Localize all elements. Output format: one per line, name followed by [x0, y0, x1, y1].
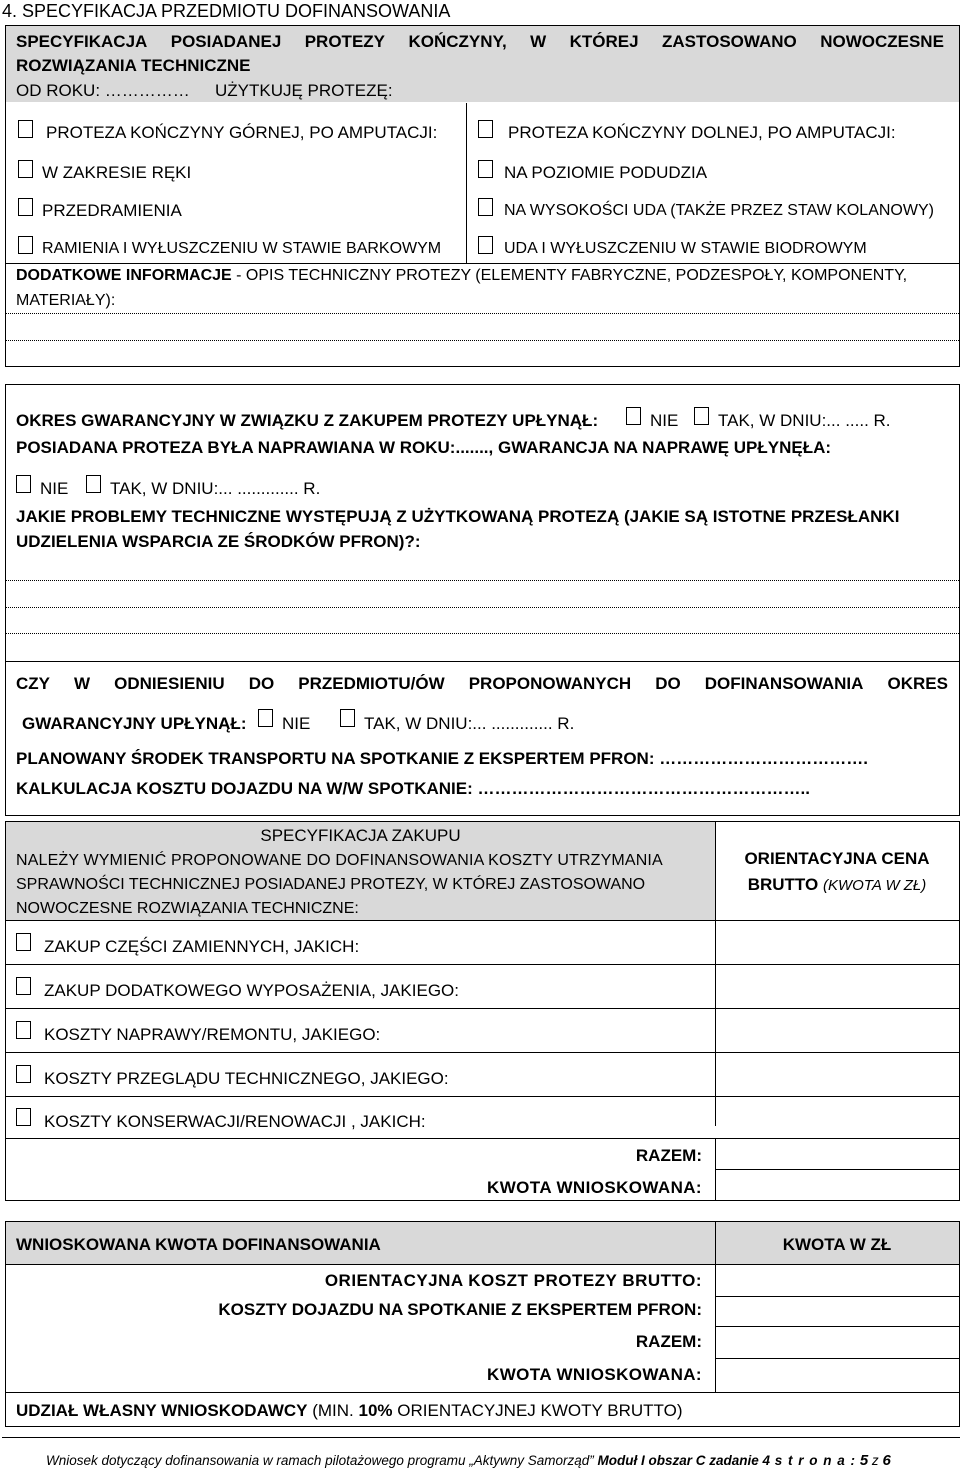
repair-tak-label: [110, 478, 320, 499]
summary-footer-line: [6, 1392, 959, 1393]
footer: [46, 1452, 891, 1470]
purchase-desc-1: [16, 851, 702, 871]
question-word: ODNIESIENIU: [114, 674, 225, 693]
upper-option-arm: RAMIENIA I WYŁUSZCZENIU W STAWIE BARKOWYM: [42, 240, 442, 257]
summary-prosthesis-cost: ORIENTACYJNA KOSZT PROTEZY BRUTTO:: [324, 1271, 702, 1290]
problems-question-2: UDZIELENIA WSPARCIA ZE ŚRODKÓW PFRON)?:: [16, 532, 421, 551]
second-question: [16, 673, 948, 694]
summary-requested: KWOTA WNIOSKOWANA:: [487, 1365, 702, 1384]
question-word: DO: [248, 674, 275, 693]
purchase-header-line: [6, 920, 959, 921]
spec-heading-word: NOWOCZESNE: [820, 32, 944, 51]
purchase-item-checkbox[interactable]: [16, 1108, 31, 1126]
purchase-item-inspection: KOSZTY PRZEGLĄDU TECHNICZNEGO, JAKIEGO:: [44, 1069, 449, 1088]
problems-line[interactable]: [6, 633, 959, 634]
repair-line: [16, 437, 831, 458]
second-tak-text: TAK, W DNIU:...: [364, 714, 492, 733]
warranty-tak-checkbox[interactable]: [694, 407, 709, 425]
own-contribution-rest: ORIENTACYJNEJ KWOTY BRUTTO): [392, 1401, 683, 1420]
purchase-item-checkbox[interactable]: [16, 933, 31, 951]
footer-of: z: [871, 1453, 879, 1468]
upper-option-hand: W ZAKRESIE RĘKI: [42, 163, 192, 182]
second-question-2: GWARANCYJNY UPŁYNĄŁ:: [22, 714, 247, 733]
purchase-row-line: [6, 1138, 959, 1139]
warranty-tak-text: TAK, W DNIU:...: [718, 411, 846, 430]
question-word: W: [74, 674, 91, 693]
lower-limb-title: PROTEZA KOŃCZYNY DOLNEJ, PO AMPUTACJI:: [508, 123, 896, 142]
option-checkbox[interactable]: [478, 236, 493, 254]
purchase-item-checkbox[interactable]: [16, 1065, 31, 1083]
purchase-item-equipment: ZAKUP DODATKOWEGO WYPOSAŻENIA, JAKIEGO:: [44, 981, 459, 1000]
od-roku-field[interactable]: OD ROKU: ……………: [16, 81, 190, 100]
summary-row-line: [715, 1296, 959, 1297]
purchase-item-parts: ZAKUP CZĘŚCI ZAMIENNYCH, JAKICH:: [44, 937, 360, 956]
problems-line[interactable]: [6, 580, 959, 581]
question-word: PRZEDMIOTU/ÓW: [298, 674, 445, 693]
own-contribution: [16, 1400, 683, 1421]
own-contribution-label: UDZIAŁ WŁASNY WNIOSKODAWCY: [16, 1401, 308, 1420]
option-checkbox[interactable]: [478, 160, 493, 178]
warranty-expired-label: OKRES GWARANCYJNY W ZWIĄZKU Z ZAKUPEM PROTEZY UPŁYNĄŁ:: [16, 411, 599, 430]
section-title: 4. SPECYFIKACJA PRZEDMIOTU DOFINANSOWANIA: [2, 1, 451, 21]
option-checkbox[interactable]: [18, 160, 33, 178]
extra-info-line[interactable]: [6, 340, 959, 341]
spec-separator: [6, 263, 959, 264]
purchase-row-line: [6, 964, 959, 965]
summary-row-line: [715, 1326, 959, 1327]
lower-option-hip: UDA I WYŁUSZCZENIU W STAWIE BIODROWYM: [504, 240, 867, 257]
repair-year-text: POSIADANA PROTEZA BYŁA NAPRAWIANA W ROKU:...: [16, 438, 470, 457]
summary-col-title: KWOTA W ZŁ: [782, 1235, 892, 1254]
upper-limb-title: PROTEZA KOŃCZYNY GÓRNEJ, PO AMPUTACJI:: [46, 123, 438, 142]
warranty-nie-label: NIE: [650, 411, 679, 430]
transport-line[interactable]: PLANOWANY ŚRODEK TRANSPORTU NA SPOTKANIE Z EKSPERTEM PFRON: ……………………………….: [16, 749, 868, 768]
purchase-item-maintenance: KOSZTY KONSERWACJI/RENOWACJI , JAKICH:: [44, 1112, 426, 1131]
repair-nie-checkbox[interactable]: [16, 475, 31, 493]
purchase-item-checkbox[interactable]: [16, 1021, 31, 1039]
purchase-requested-label: KWOTA WNIOSKOWANA:: [487, 1178, 702, 1197]
question-word: CZY: [16, 674, 50, 693]
footer-rule: [2, 1437, 960, 1438]
repair-tak-suffix: ............. R.: [237, 479, 321, 498]
spec-heading-word: POSIADANEJ: [170, 32, 282, 51]
lower-option-shin: NA POZIOMIE PODUDZIA: [504, 163, 708, 182]
price-col-unit: (KWOTA W ZŁ): [822, 877, 927, 894]
option-checkbox[interactable]: [478, 198, 493, 216]
purchase-desc-text: NALEŻY WYMIENIĆ PROPONOWANE DO DOFINANSOWANIA KOSZTY UTRZYMANIA: [16, 852, 663, 869]
second-nie-label: NIE: [282, 714, 311, 733]
price-col-title: ORIENTACYJNA CENA: [744, 849, 930, 868]
summary-row-line: [715, 1358, 959, 1359]
purchase-row-line: [6, 1008, 959, 1009]
purchase-total-label: RAZEM:: [635, 1146, 702, 1165]
purchase-desc-2: SPRAWNOŚCI TECHNICZNEJ POSIADANEJ PROTEZY, W KTÓREJ ZASTOSOWANO: [16, 876, 646, 893]
upper-limb-checkbox[interactable]: [18, 120, 33, 138]
extra-info-bold: DODATKOWE INFORMACJE: [16, 267, 232, 284]
extra-info-line[interactable]: [6, 313, 959, 314]
own-contribution-min: (MIN.: [307, 1401, 359, 1420]
purchase-row-line: [6, 1052, 959, 1053]
spec-heading-line1: [16, 31, 944, 52]
question-word: DOFINANSOWANIA: [704, 674, 864, 693]
question-word: PROPONOWANYCH: [468, 674, 632, 693]
spec-heading-word: PROTEZY: [304, 32, 386, 51]
problems-question: JAKIE PROBLEMY TECHNICZNE WYSTĘPUJĄ Z UŻYTKOWANĄ PROTEZĄ (JAKIE SĄ ISTOTNE PRZESŁANKI: [16, 507, 900, 526]
extra-info-text: - OPIS TECHNICZNY PROTEZY (ELEMENTY FABRYCZNE, PODZESPOŁY, KOMPONENTY,: [231, 267, 908, 284]
purchase-item-checkbox[interactable]: [16, 977, 31, 995]
question-word: OKRES: [887, 674, 948, 693]
repair-tak-checkbox[interactable]: [86, 475, 101, 493]
purchase-row-line: [6, 1096, 959, 1097]
warranty-separator: [6, 661, 959, 662]
footer-page-total: 6: [882, 1452, 891, 1469]
warranty-nie-checkbox[interactable]: [626, 407, 641, 425]
second-tak-checkbox[interactable]: [340, 709, 355, 727]
lower-limb-checkbox[interactable]: [478, 120, 493, 138]
repair-tak-text: TAK, W DNIU:...: [110, 479, 238, 498]
spec-heading-word: W: [530, 32, 547, 51]
warranty-tak-suffix: ..... R.: [845, 411, 891, 430]
lower-option-thigh: NA WYSOKOŚCI UDA (TAKŻE PRZEZ STAW KOLANOWY): [504, 202, 934, 219]
price-col-brutto: BRUTTO: [747, 875, 819, 894]
summary-travel-cost: KOSZTY DOJAZDU NA SPOTKANIE Z EKSPERTEM PFRON:: [218, 1300, 702, 1319]
second-tak-suffix: ............. R.: [491, 714, 575, 733]
upper-option-forearm: PRZEDRAMIENIA: [42, 201, 182, 220]
footer-page-label: s t r o n a :: [770, 1453, 857, 1468]
summary-title: WNIOSKOWANA KWOTA DOFINANSOWANIA: [16, 1235, 381, 1254]
problems-line[interactable]: [6, 607, 959, 608]
summary-header-line: [6, 1264, 959, 1265]
price-col-subtitle: [715, 874, 959, 896]
purchase-title: SPECYFIKACJA ZAKUPU: [260, 826, 461, 845]
spec-heading-word: ZASTOSOWANO: [662, 32, 797, 51]
purchase-item-repair: KOSZTY NAPRAWY/REMONTU, JAKIEGO:: [44, 1025, 381, 1044]
extra-info-label: [16, 266, 907, 286]
extra-info-text2: MATERIAŁY):: [16, 292, 116, 309]
summary-total: RAZEM:: [635, 1332, 702, 1351]
uzytkuje-label: UŻYTKUJĘ PROTEZĘ:: [215, 81, 393, 100]
footer-module: Moduł I obszar C zadanie 4: [593, 1453, 771, 1468]
spec-heading-word: KTÓREJ: [569, 32, 639, 51]
warranty-tak-label: [718, 410, 891, 431]
footer-text: Wniosek dotyczący dofinansowania w ramach pilotażowego programu „Aktywny Samorząd”: [46, 1453, 594, 1468]
second-nie-checkbox[interactable]: [258, 709, 273, 727]
purchase-desc-3: NOWOCZESNE ROZWIĄZANIA TECHNICZNE:: [16, 900, 359, 917]
option-checkbox[interactable]: [18, 236, 33, 254]
spec-heading-word: SPECYFIKACJA: [16, 32, 148, 51]
spec-divider: [466, 103, 467, 264]
travel-cost-line[interactable]: KALKULACJA KOSZTU DOJAZDU NA W/W SPOTKANIE: …………………………………………………..: [16, 779, 810, 798]
own-contribution-pct: 10%: [358, 1401, 393, 1420]
footer-page-number: 5: [859, 1452, 869, 1469]
repair-nie-label: NIE: [40, 479, 69, 498]
second-tak-label: [364, 713, 574, 734]
question-word: DO: [655, 674, 681, 693]
purchase-total-line: [715, 1169, 959, 1170]
spec-heading-word: KOŃCZYNY,: [408, 32, 507, 51]
repair-warranty-text: ...., GWARANCJA NA NAPRAWĘ UPŁYNĘŁA:: [469, 438, 832, 457]
spec-heading-line2: ROZWIĄZANIA TECHNICZNE: [16, 56, 251, 75]
option-checkbox[interactable]: [18, 198, 33, 216]
